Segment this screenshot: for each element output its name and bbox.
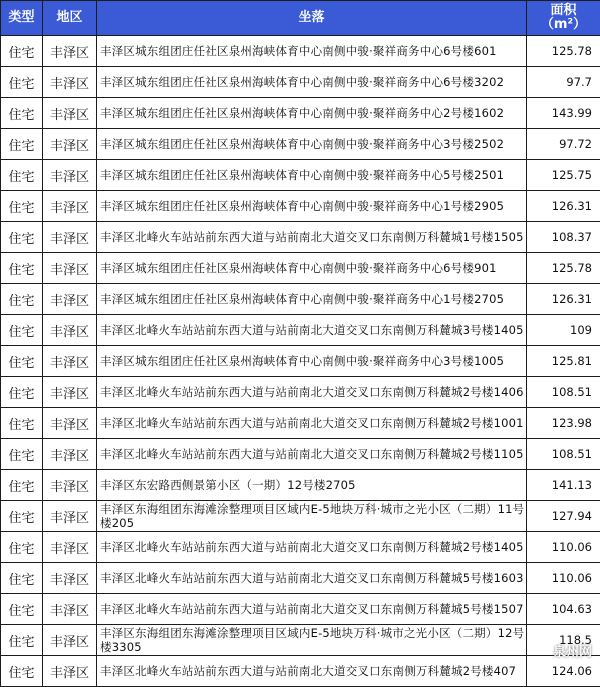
header-district: 地区 xyxy=(43,1,97,36)
cell-location: 丰泽区北峰火车站站前东西大道与站前南北大道交叉口东南侧万科麓城5号楼1603 xyxy=(97,563,527,594)
cell-location: 丰泽区城东组团庄任社区泉州海峡体育中心南侧中骏·聚祥商务中心1号楼2905 xyxy=(97,191,527,222)
table-row xyxy=(1,253,600,284)
cell-district: 丰泽区 xyxy=(43,377,97,408)
cell-type: 住宅 xyxy=(1,377,43,408)
cell-area: 110.06 xyxy=(527,563,600,594)
cell-type: 住宅 xyxy=(1,253,43,284)
table-body xyxy=(1,36,600,687)
cell-area: 118.5 xyxy=(527,625,600,656)
cell-area: 126.31 xyxy=(527,284,600,315)
cell-area: 109 xyxy=(527,315,600,346)
cell-district: 丰泽区 xyxy=(43,191,97,222)
cell-location: 丰泽区北峰火车站站前东西大道与站前南北大道交叉口东南侧万科麓城3号楼1405 xyxy=(97,315,527,346)
cell-location: 丰泽区城东组团庄任社区泉州海峡体育中心南侧中骏·聚祥商务中心3号楼2502 xyxy=(97,129,527,160)
cell-district: 丰泽区 xyxy=(43,532,97,563)
cell-type: 住宅 xyxy=(1,532,43,563)
cell-area: 108.37 xyxy=(527,222,600,253)
table-row xyxy=(1,67,600,98)
cell-location: 丰泽区北峰火车站站前东西大道与站前南北大道交叉口东南侧万科麓城1号楼1505 xyxy=(97,222,527,253)
cell-area: 125.78 xyxy=(527,36,600,67)
cell-area: 123.98 xyxy=(527,408,600,439)
table-row xyxy=(1,129,600,160)
cell-type: 住宅 xyxy=(1,315,43,346)
table-row xyxy=(1,656,600,687)
cell-district: 丰泽区 xyxy=(43,625,97,656)
cell-location: 丰泽区北峰火车站站前东西大道与站前南北大道交叉口东南侧万科麓城2号楼1001 xyxy=(97,408,527,439)
table-row xyxy=(1,594,600,625)
cell-type: 住宅 xyxy=(1,439,43,470)
cell-location: 丰泽区北峰火车站站前东西大道与站前南北大道交叉口东南侧万科麓城2号楼1405 xyxy=(97,532,527,563)
watermark: 泉州网 xyxy=(553,641,592,660)
cell-type: 住宅 xyxy=(1,594,43,625)
table-row xyxy=(1,191,600,222)
cell-district: 丰泽区 xyxy=(43,160,97,191)
table-row xyxy=(1,160,600,191)
cell-district: 丰泽区 xyxy=(43,284,97,315)
cell-type: 住宅 xyxy=(1,191,43,222)
cell-area: 110.06 xyxy=(527,532,600,563)
cell-district: 丰泽区 xyxy=(43,346,97,377)
cell-area: 141.13 xyxy=(527,470,600,501)
cell-type: 住宅 xyxy=(1,501,43,532)
cell-area: 104.63 xyxy=(527,594,600,625)
cell-location: 丰泽区城东组团庄任社区泉州海峡体育中心南侧中骏·聚祥商务中心2号楼1602 xyxy=(97,98,527,129)
table-row xyxy=(1,98,600,129)
cell-district: 丰泽区 xyxy=(43,253,97,284)
cell-district: 丰泽区 xyxy=(43,408,97,439)
table-row xyxy=(1,470,600,501)
cell-district: 丰泽区 xyxy=(43,563,97,594)
table-row xyxy=(1,377,600,408)
cell-district: 丰泽区 xyxy=(43,470,97,501)
cell-type: 住宅 xyxy=(1,36,43,67)
cell-area: 125.75 xyxy=(527,160,600,191)
cell-location: 丰泽区北峰火车站站前东西大道与站前南北大道交叉口东南侧万科麓城2号楼1406 xyxy=(97,377,527,408)
cell-area: 108.51 xyxy=(527,377,600,408)
table-row xyxy=(1,563,600,594)
cell-area: 143.99 xyxy=(527,98,600,129)
cell-type: 住宅 xyxy=(1,656,43,687)
cell-location: 丰泽区东海组团东海滩涂整理项目区域内E-5地块万科·城市之光小区（二期）11号楼205 xyxy=(97,501,527,532)
cell-location: 丰泽区城东组团庄任社区泉州海峡体育中心南侧中骏·聚祥商务中心6号楼3202 xyxy=(97,67,527,98)
cell-type: 住宅 xyxy=(1,625,43,656)
cell-district: 丰泽区 xyxy=(43,656,97,687)
table-row xyxy=(1,284,600,315)
cell-area: 125.81 xyxy=(527,346,600,377)
cell-type: 住宅 xyxy=(1,563,43,594)
cell-area: 127.94 xyxy=(527,501,600,532)
table-row xyxy=(1,439,600,470)
cell-location: 丰泽区北峰火车站站前东西大道与站前南北大道交叉口东南侧万科麓城5号楼1507 xyxy=(97,594,527,625)
table-row xyxy=(1,532,600,563)
cell-location: 丰泽区东宏路西侧景第小区（一期）12号楼2705 xyxy=(97,470,527,501)
cell-area: 97.72 xyxy=(527,129,600,160)
table-row xyxy=(1,315,600,346)
table-row xyxy=(1,625,600,656)
cell-area: 125.78 xyxy=(527,253,600,284)
table-row xyxy=(1,501,600,532)
table-row xyxy=(1,36,600,67)
cell-location: 丰泽区北峰火车站站前东西大道与站前南北大道交叉口东南侧万科麓城2号楼407 xyxy=(97,656,527,687)
cell-district: 丰泽区 xyxy=(43,501,97,532)
cell-district: 丰泽区 xyxy=(43,315,97,346)
cell-location: 丰泽区城东组团庄任社区泉州海峡体育中心南侧中骏·聚祥商务中心1号楼2705 xyxy=(97,284,527,315)
table-header-row xyxy=(1,1,600,36)
header-location: 坐落 xyxy=(97,1,527,36)
cell-location: 丰泽区城东组团庄任社区泉州海峡体育中心南侧中骏·聚祥商务中心6号楼601 xyxy=(97,36,527,67)
cell-area: 124.06 xyxy=(527,656,600,687)
cell-area: 97.7 xyxy=(527,67,600,98)
cell-type: 住宅 xyxy=(1,67,43,98)
cell-type: 住宅 xyxy=(1,346,43,377)
cell-type: 住宅 xyxy=(1,408,43,439)
cell-district: 丰泽区 xyxy=(43,129,97,160)
cell-location: 丰泽区城东组团庄任社区泉州海峡体育中心南侧中骏·聚祥商务中心3号楼1005 xyxy=(97,346,527,377)
cell-location: 丰泽区城东组团庄任社区泉州海峡体育中心南侧中骏·聚祥商务中心6号楼901 xyxy=(97,253,527,284)
cell-type: 住宅 xyxy=(1,160,43,191)
cell-type: 住宅 xyxy=(1,470,43,501)
cell-type: 住宅 xyxy=(1,222,43,253)
header-type: 类型 xyxy=(1,1,43,36)
cell-district: 丰泽区 xyxy=(43,439,97,470)
table-row xyxy=(1,346,600,377)
cell-area: 108.51 xyxy=(527,439,600,470)
cell-type: 住宅 xyxy=(1,129,43,160)
cell-district: 丰泽区 xyxy=(43,594,97,625)
cell-location: 丰泽区东海组团东海滩涂整理项目区域内E-5地块万科·城市之光小区（二期）12号楼3305 xyxy=(97,625,527,656)
cell-type: 住宅 xyxy=(1,284,43,315)
cell-location: 丰泽区城东组团庄任社区泉州海峡体育中心南侧中骏·聚祥商务中心5号楼2501 xyxy=(97,160,527,191)
header-area: 面积 （m²） xyxy=(527,1,600,36)
cell-type: 住宅 xyxy=(1,98,43,129)
cell-location: 丰泽区北峰火车站站前东西大道与站前南北大道交叉口东南侧万科麓城2号楼1105 xyxy=(97,439,527,470)
cell-district: 丰泽区 xyxy=(43,67,97,98)
table-row xyxy=(1,222,600,253)
cell-district: 丰泽区 xyxy=(43,98,97,129)
table-row xyxy=(1,408,600,439)
cell-area: 126.31 xyxy=(527,191,600,222)
cell-district: 丰泽区 xyxy=(43,222,97,253)
cell-district: 丰泽区 xyxy=(43,36,97,67)
